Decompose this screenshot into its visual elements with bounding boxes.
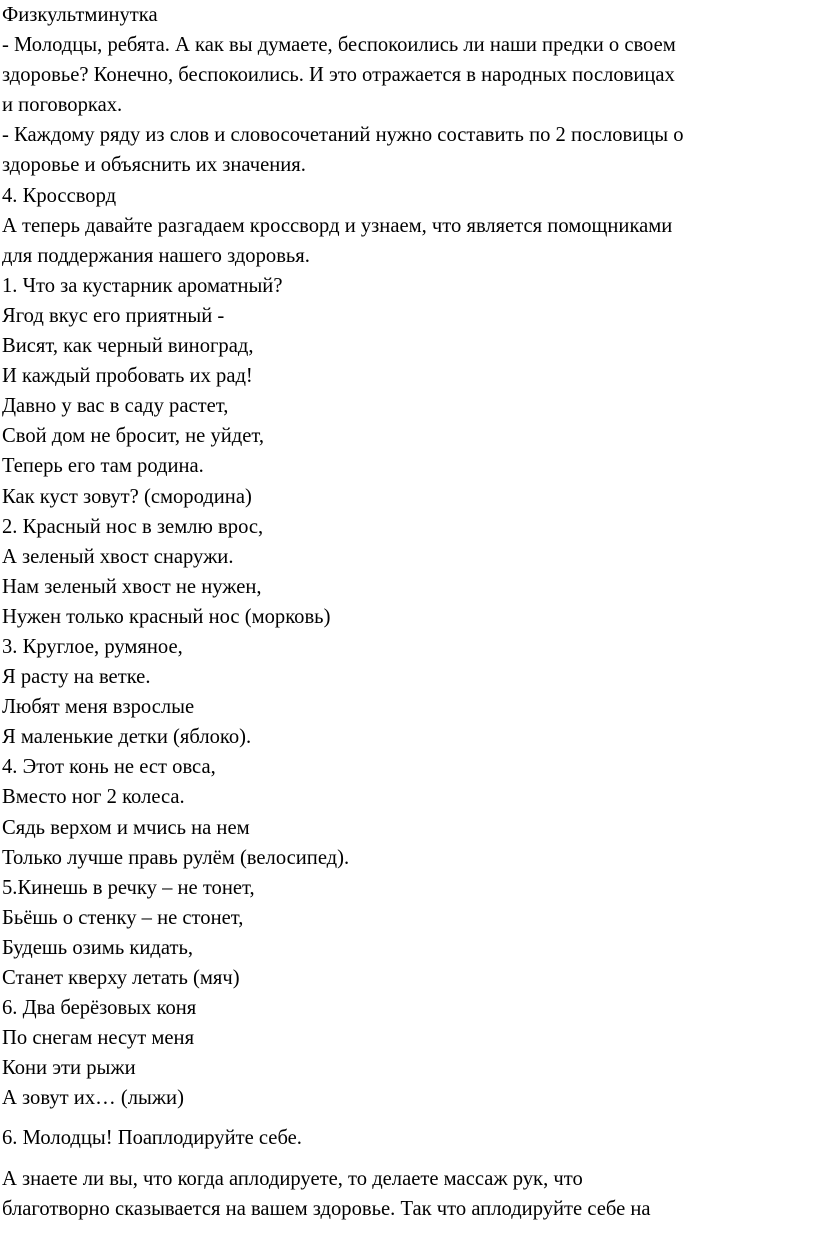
paragraph-gap xyxy=(2,1113,810,1123)
text-line: Кони эти рыжи xyxy=(2,1057,136,1080)
text-line: Будешь озимь кидать, xyxy=(2,936,194,959)
text-line: и поговорках. xyxy=(2,94,123,117)
text-line: 6. Два берёзовых коня xyxy=(2,997,197,1020)
text-line: Теперь его там родина. xyxy=(2,455,204,478)
text-line: А зовут их… (лыжи) xyxy=(2,1087,184,1110)
text-line: - Каждому ряду из слов и словосочетаний нужно составить по 2 пословицы о xyxy=(2,124,684,147)
text-line: Вместо ног 2 колеса. xyxy=(2,786,185,809)
text-line: Нужен только красный нос (морковь) xyxy=(2,605,331,628)
text-line: Только лучше правь рулём (велосипед). xyxy=(2,846,350,869)
text-line: Давно у вас в саду растет, xyxy=(2,395,229,418)
text-line: Как куст зовут? (смородина) xyxy=(2,485,252,508)
text-line: По снегам несут меня xyxy=(2,1027,195,1050)
text-line: 2. Красный нос в землю врос, xyxy=(2,515,264,538)
text-line: благотворно сказывается на вашем здоровье. Так что аплодируйте себе на xyxy=(2,1197,651,1220)
text-line: А теперь давайте разгадаем кроссворд и узнаем, что является помощниками xyxy=(2,214,673,237)
text-line: здоровье и объяснить их значения. xyxy=(2,154,306,177)
text-line: А знаете ли вы, что когда аплодируете, то делаете массаж рук, что xyxy=(2,1167,583,1190)
text-line: здоровье? Конечно, беспокоились. И это отражается в народных пословицах xyxy=(2,64,675,87)
text-block-closing xyxy=(2,1164,810,1224)
text-line: - Молодцы, ребята. А как вы думаете, беспокоились ли наши предки о своем xyxy=(2,34,676,57)
text-line: 3. Круглое, румяное, xyxy=(2,635,183,658)
text-line: для поддержания нашего здоровья. xyxy=(2,244,310,267)
text-line: Я маленькие детки (яблоко). xyxy=(2,726,252,749)
text-line: 1. Что за кустарник ароматный? xyxy=(2,274,283,297)
text-line: Станет кверху летать (мяч) xyxy=(2,967,240,989)
text-line: 4. Кроссворд xyxy=(2,184,117,207)
paragraph-gap xyxy=(2,1154,810,1164)
text-block-main xyxy=(2,0,810,1113)
text-line: Висят, как черный виноград, xyxy=(2,335,254,358)
text-line: Я расту на ветке. xyxy=(2,666,151,689)
text-line: 5.Кинешь в речку – не тонет, xyxy=(2,876,255,899)
text-line: Сядь верхом и мчись на нем xyxy=(2,816,250,839)
text-line: 4. Этот конь не ест овса, xyxy=(2,756,216,779)
text-line: Нам зеленый хвост не нужен, xyxy=(2,575,262,598)
text-line: Любят меня взрослые xyxy=(2,696,195,719)
text-line: И каждый пробовать их рад! xyxy=(2,365,253,388)
text-line: Физкультминутка xyxy=(2,4,158,26)
text-line: А зеленый хвост снаружи. xyxy=(2,545,234,568)
text-line: Ягод вкус его приятный - xyxy=(2,304,225,327)
text-line: Свой дом не бросит, не уйдет, xyxy=(2,425,264,448)
text-line: Бьёшь о стенку – не стонет, xyxy=(2,906,244,929)
text-line-applause: 6. Молодцы! Поаплодируйте себе. xyxy=(2,1127,302,1150)
